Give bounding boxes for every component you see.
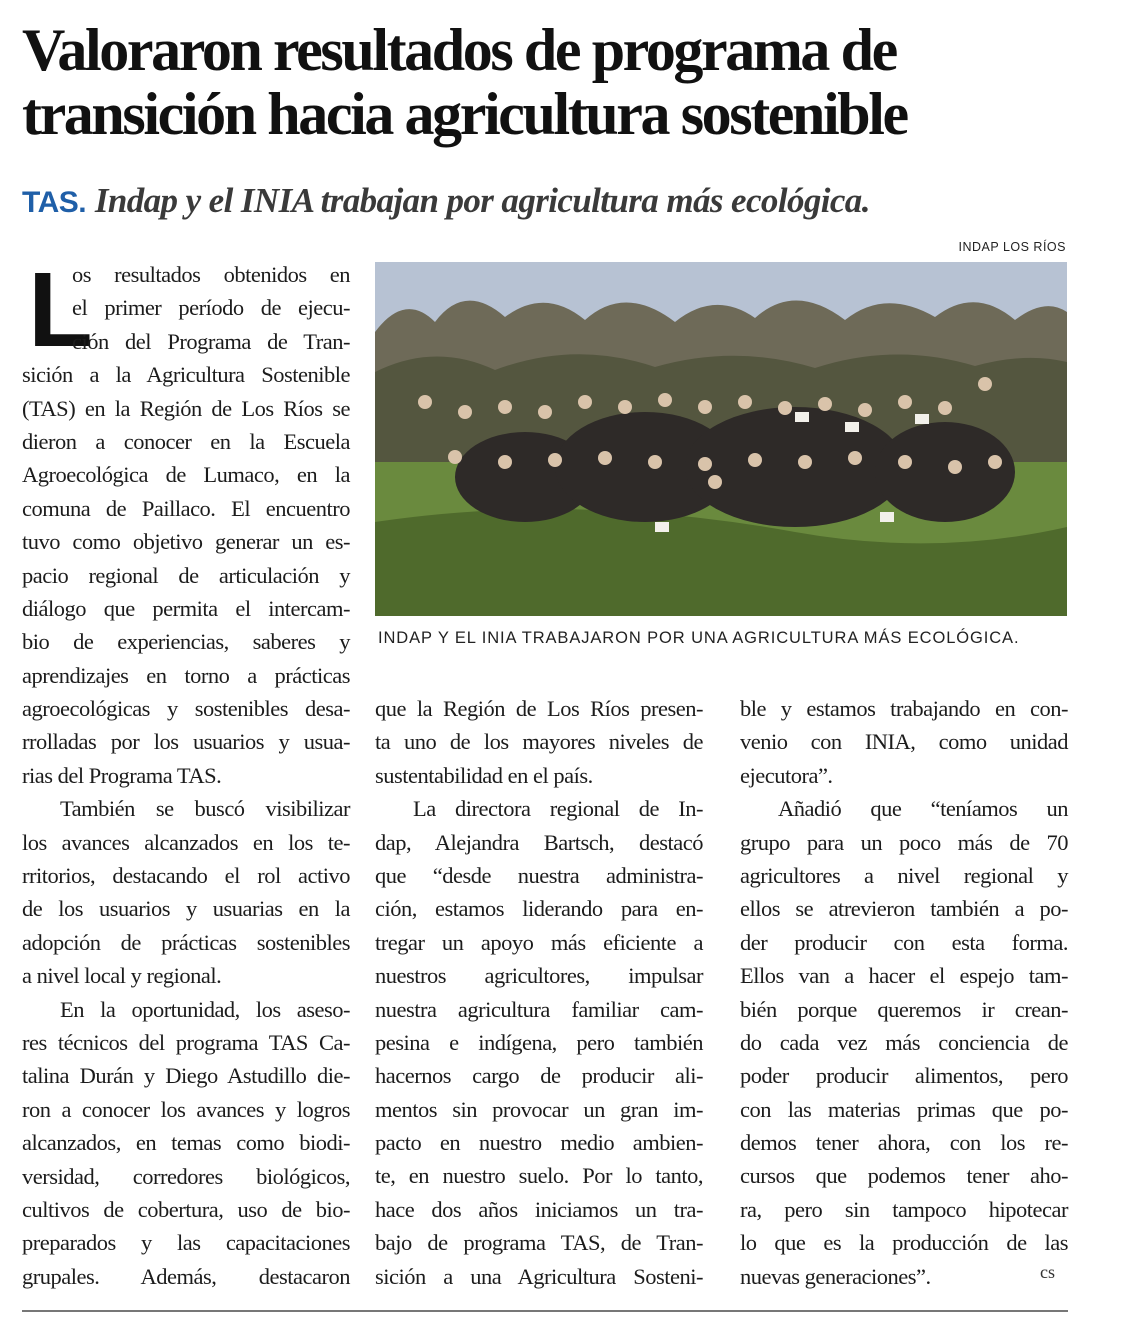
col2-line: nuestra agricultura familiar cam-: [375, 996, 703, 1022]
col1-line: dieron a conocer en la Escuela: [22, 428, 350, 454]
col2-line: ta uno de los mayores niveles de: [375, 729, 703, 755]
col3-line: cursos que podemos tener aho-: [740, 1163, 1068, 1189]
photo-credit: INDAP LOS RÍOS: [958, 240, 1066, 254]
col1-line: adopción de prácticas sostenibles: [22, 929, 350, 955]
col1-line: os resultados obtenidos en: [72, 262, 350, 287]
col3-line: ellos se atrevieron también a po-: [740, 896, 1068, 922]
col1-line: talina Durán y Diego Astudillo die-: [22, 1063, 350, 1089]
col3-line: Ellos van a hacer el espejo tam-: [740, 963, 1068, 989]
col1-line: En la oportunidad, los aseso-: [60, 996, 350, 1022]
col1-line: Agroecológica de Lumaco, en la: [22, 462, 350, 488]
col2-line: sustentabilidad en el país.: [375, 762, 593, 788]
col1-line: a nivel local y regional.: [22, 963, 222, 989]
col1-line: bio de experiencias, saberes y: [22, 629, 350, 655]
col2-line: pesina e indígena, pero también: [375, 1029, 703, 1055]
col1-line: comuna de Paillaco. El encuentro: [22, 495, 350, 521]
col2-line: hace dos años iniciamos un tra-: [375, 1196, 703, 1222]
end-mark: cs: [1040, 1262, 1055, 1282]
article-column-1: [22, 251, 350, 1293]
col2-line: que la Región de Los Ríos presen-: [375, 696, 703, 721]
col3-line: der producir con esta forma.: [740, 929, 1068, 955]
col1-line: el primer período de ejecu-: [72, 295, 350, 321]
headline: [22, 18, 1127, 146]
col1-line: alcanzados, en temas como biodi-: [22, 1130, 350, 1156]
photo-caption: INDAP Y EL INIA TRABAJARON POR UNA AGRICULTURA MÁS ECOLÓGICA.: [378, 629, 1020, 647]
article-column-2: [375, 692, 703, 1293]
col2-line: pacto en nuestro medio ambien-: [375, 1130, 703, 1156]
col1-line: los avances alcanzados en los te-: [22, 829, 350, 855]
headline-line-2: transición hacia agricultura sostenible: [22, 81, 907, 147]
col2-line: nuestros agricultores, impulsar: [375, 963, 703, 989]
col1-line: rritorios, destacando el rol activo: [22, 863, 350, 889]
col1-line: ron a conocer los avances y logros: [22, 1096, 350, 1122]
article-column-3: [740, 692, 1068, 1293]
deck: [22, 180, 1122, 224]
col1-line: cultivos de cobertura, uso de bio-: [22, 1196, 350, 1222]
col3-line: venio con INIA, como unidad: [740, 729, 1068, 755]
col1-line: tuvo como objetivo generar un es-: [22, 529, 350, 555]
col2-line: hacernos cargo de producir ali-: [375, 1063, 703, 1089]
col2-line: mentos sin provocar un gran im-: [375, 1096, 703, 1122]
col1-line: res técnicos del programa TAS Ca-: [22, 1029, 350, 1055]
col3-line: bién porque queremos ir crean-: [740, 996, 1068, 1022]
col1-line: (TAS) en la Región de Los Ríos se: [22, 395, 350, 421]
col3-line: lo que es la producción de las: [740, 1230, 1068, 1256]
headline-line-1: Valoraron resultados de programa de: [22, 17, 896, 83]
drop-cap: L: [28, 251, 93, 369]
col3-line: agricultores a nivel regional y: [740, 862, 1068, 888]
col2-line: dap, Alejandra Bartsch, destacó: [375, 829, 703, 855]
group-photo-illustration: [375, 262, 1067, 616]
col1-line: versidad, corredores biológicos,: [22, 1163, 350, 1189]
col2-line: ción, estamos liderando para en-: [375, 896, 703, 922]
col1-line: grupales. Además, destacaron: [22, 1263, 350, 1289]
col2-line: tregar un apoyo más eficiente a: [375, 929, 703, 955]
deck-kicker: TAS.: [22, 186, 87, 219]
col2-line: te, en nuestro suelo. Por lo tanto,: [375, 1163, 703, 1189]
col2-line: bajo de programa TAS, de Tran-: [375, 1230, 703, 1256]
col1-line: rias del Programa TAS.: [22, 762, 222, 788]
group-photo: [375, 262, 1067, 616]
col3-line: do cada vez más conciencia de: [740, 1029, 1068, 1055]
col1-line: rrolladas por los usuarios y usua-: [22, 729, 350, 755]
col1-line: diálogo que permita el intercam-: [22, 595, 350, 621]
col1-line: ción del Programa de Tran-: [72, 328, 350, 354]
col3-line: grupo para un poco más de 70: [740, 829, 1068, 855]
col3-line: nuevas generaciones”.: [740, 1263, 931, 1289]
bottom-rule: [22, 1310, 1068, 1312]
col2-line: que “desde nuestra administra-: [375, 862, 703, 888]
col3-line: Añadió que “teníamos un: [778, 796, 1068, 822]
col3-line: con las materias primas que po-: [740, 1096, 1068, 1122]
col1-line: aprendizajes en torno a prácticas: [22, 662, 350, 688]
col1-line: preparados y las capacitaciones: [22, 1230, 350, 1256]
col1-line: También se buscó visibilizar: [60, 796, 350, 822]
col1-line: sición a la Agricultura Sostenible: [22, 362, 350, 388]
col2-line: La directora regional de In-: [413, 796, 703, 822]
col3-line: ble y estamos trabajando en con-: [740, 696, 1068, 721]
col3-line: ra, pero sin tampoco hipotecar: [740, 1196, 1068, 1222]
col1-line: pacio regional de articulación y: [22, 562, 350, 588]
col3-line: demos tener ahora, con los re-: [740, 1130, 1068, 1156]
deck-text: Indap y el INIA trabajan por agricultura más ecológica.: [94, 181, 870, 220]
col3-line: ejecutora”.: [740, 762, 833, 788]
col1-line: agroecológicas y sostenibles desa-: [22, 696, 350, 722]
col1-line: de los usuarios y usuarias en la: [22, 896, 350, 922]
col3-line: poder producir alimentos, pero: [740, 1063, 1068, 1089]
col2-line: sición a una Agricultura Sosteni-: [375, 1263, 703, 1289]
